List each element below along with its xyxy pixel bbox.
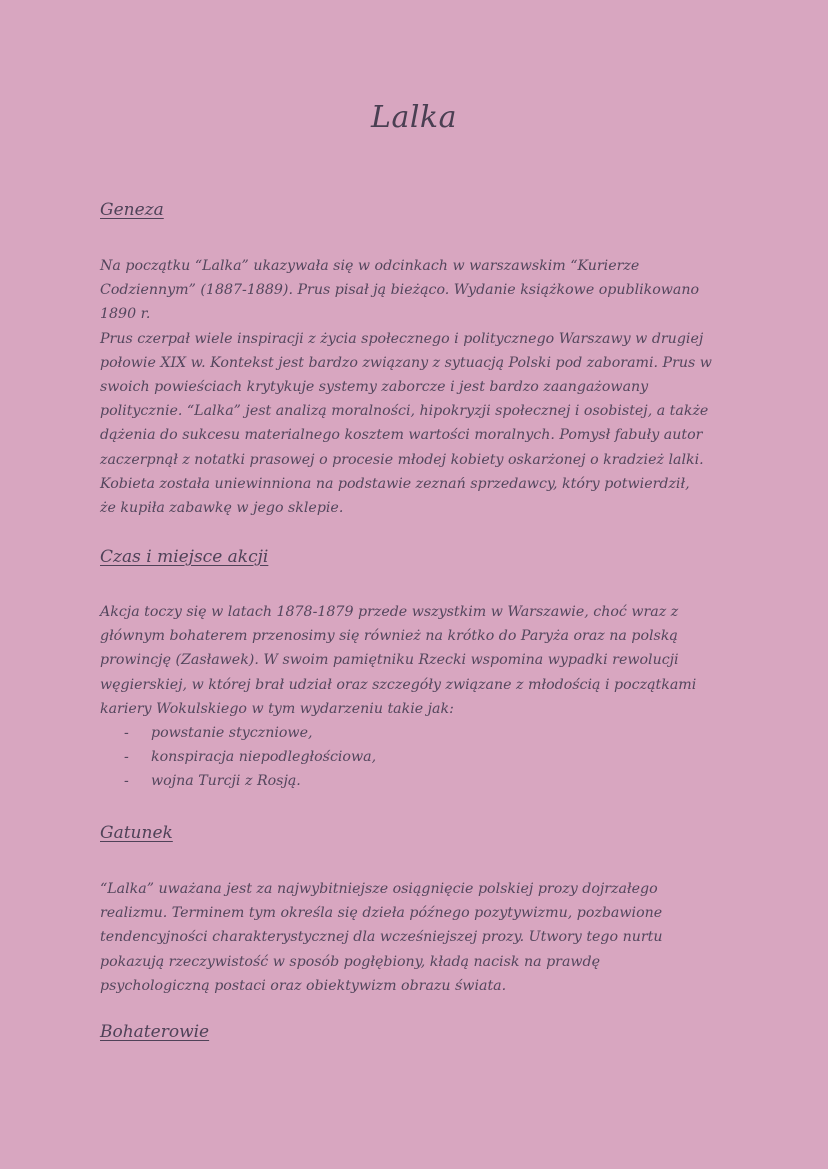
list-item-text: konspiracja niepodległościowa, bbox=[151, 749, 377, 765]
section-paragraph-gatunek bbox=[100, 877, 740, 998]
section-paragraph-geneza bbox=[100, 254, 740, 520]
document-title: Lalka bbox=[371, 100, 457, 135]
section-paragraph-czas-i-miejsce bbox=[100, 600, 740, 721]
paragraph-line: pokazują rzeczywistość w sposób pogłębiony, kładą nacisk na prawdę bbox=[100, 953, 601, 970]
paragraph-line: połowie XIX w. Kontekst jest bardzo związany z sytuacją Polski pod zaborami. Prus w bbox=[100, 354, 712, 371]
paragraph-line: tendencyjności charakterystycznej dla wcześniejszej prozy. Utwory tego nurtu bbox=[100, 929, 663, 946]
paragraph-line: swoich powieściach krytykuje systemy zaborcze i jest bardzo zaangażowany bbox=[100, 379, 649, 396]
paragraph-line: prowincję (Zasławek). W swoim pamiętniku Rzecki wspomina wypadki rewolucji bbox=[100, 652, 679, 669]
paragraph-line: Na początku “Lalka” ukazywała się w odcinkach w warszawskim “Kurierze bbox=[100, 258, 640, 274]
list-dash: - bbox=[124, 749, 129, 765]
list-item-text: powstanie styczniowe, bbox=[151, 725, 313, 741]
paragraph-line: psychologiczną postaci oraz obiektywizm obrazu świata. bbox=[100, 977, 507, 994]
list-item bbox=[124, 745, 376, 769]
paragraph-line: kariery Wokulskiego w tym wydarzeniu takie jak: bbox=[100, 700, 454, 717]
paragraph-line: głównym bohaterem przenosimy się również na krótko do Paryża oraz na polską bbox=[100, 628, 678, 645]
list-item bbox=[124, 721, 376, 745]
paragraph-line: zaczerpnął z notatki prasowej o procesie młodej kobiety oskarżonej o kradzież lalki. bbox=[100, 451, 704, 468]
paragraph-line: dążenia do sukcesu materialnego kosztem wartości moralnych. Pomysł fabuły autor bbox=[100, 427, 703, 444]
paragraph-line: Akcja toczy się w latach 1878-1879 przede wszystkim w Warszawie, choć wraz z bbox=[100, 604, 679, 620]
event-list bbox=[124, 721, 376, 793]
list-item-text: wojna Turcji z Rosją. bbox=[151, 773, 301, 789]
list-dash: - bbox=[124, 725, 129, 741]
section-heading-czas-i-miejsce: Czas i miejsce akcji bbox=[100, 547, 269, 567]
paragraph-line: 1890 r. bbox=[100, 306, 151, 323]
paragraph-line: Prus czerpał wiele inspiracji z życia społecznego i politycznego Warszawy w drugiej bbox=[100, 330, 704, 347]
section-heading-gatunek: Gatunek bbox=[100, 823, 173, 843]
paragraph-line: “Lalka” uważana jest za najwybitniejsze osiągnięcie polskiej prozy dojrzałego bbox=[100, 881, 658, 897]
paragraph-line: politycznie. “Lalka” jest analizą moralności, hipokryzji społecznej i osobistej, a także bbox=[100, 403, 709, 420]
paragraph-line: Kobieta została uniewinniona na podstawie zeznań sprzedawcy, który potwierdził, bbox=[100, 475, 690, 492]
paragraph-line: realizmu. Terminem tym określa się dzieła późnego pozytywizmu, pozbawione bbox=[100, 905, 663, 922]
section-heading-geneza: Geneza bbox=[100, 200, 164, 220]
paragraph-line: węgierskiej, w której brał udział oraz szczegóły związane z młodością i początkami bbox=[100, 676, 697, 693]
paragraph-line: że kupiła zabawkę w jego sklepie. bbox=[100, 500, 344, 517]
paragraph-line: Codziennym” (1887-1889). Prus pisał ją bieżąco. Wydanie książkowe opublikowano bbox=[100, 282, 700, 299]
section-heading-bohaterowie: Bohaterowie bbox=[100, 1022, 210, 1042]
list-item bbox=[124, 769, 376, 793]
list-dash: - bbox=[124, 773, 129, 789]
